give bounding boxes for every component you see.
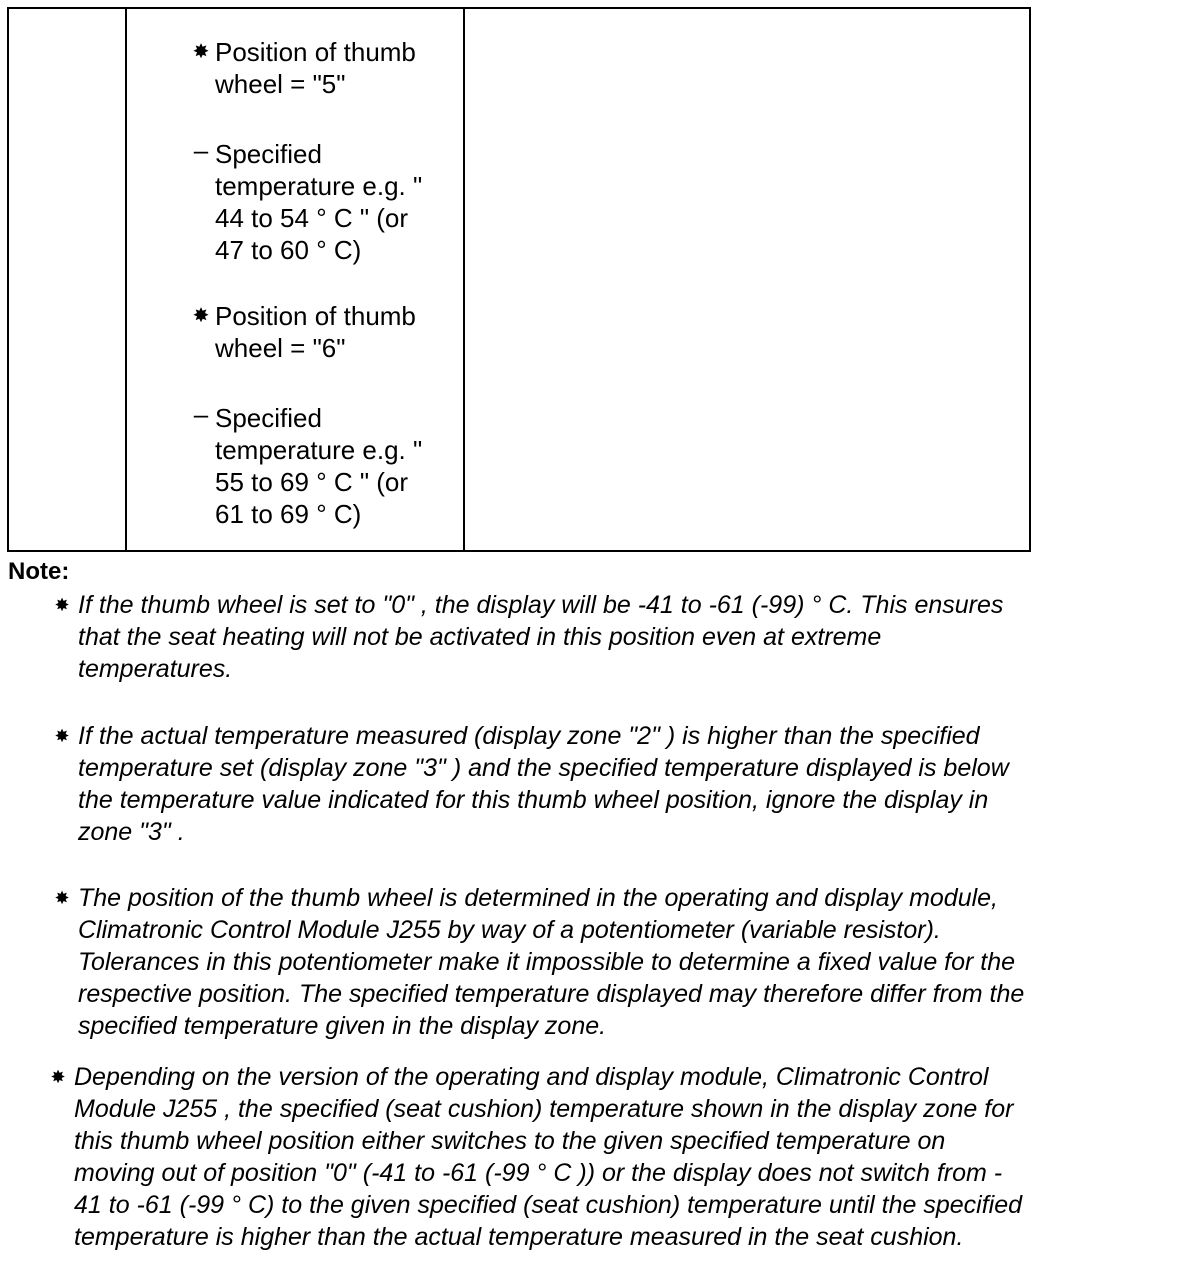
dash-icon: –: [193, 399, 209, 429]
bullet-icon: ✸: [54, 888, 70, 908]
note-line: Module J255 , the specified (seat cushion) temperature shown in the display zone for: [74, 1095, 1014, 1123]
item-line: 61 to 69 ° C): [215, 499, 362, 529]
bullet-icon: ✸: [192, 305, 210, 327]
note-line: temperatures.: [78, 655, 233, 683]
note-line: zone "3" .: [78, 818, 185, 846]
thumb-wheel-5-item: [192, 36, 455, 100]
note-line: Tolerances in this potentiometer make it impossible to determine a fixed value for the: [78, 948, 1016, 976]
note-item-potentiometer: [54, 882, 1025, 1042]
item-line: Specified: [215, 403, 322, 433]
note-line: Climatronic Control Module J255 by way of a potentiometer (variable resistor).: [78, 916, 941, 944]
table-divider-2: [463, 9, 465, 550]
note-item-module-version: [50, 1061, 1022, 1253]
note-line: that the seat heating will not be activated in this position even at extreme: [78, 623, 882, 651]
note-line: 41 to -61 (-99 ° C) to the given specified (seat cushion) temperature until the specified: [74, 1191, 1022, 1219]
note-line: Depending on the version of the operating and display module, Climatronic Control: [74, 1063, 989, 1091]
note-line: If the thumb wheel is set to "0" , the display will be -41 to -61 (-99) ° C. This ensures: [78, 591, 1004, 619]
item-line: temperature e.g. ": [215, 171, 423, 201]
note-heading: Note:: [8, 558, 70, 585]
item-line: Specified: [215, 139, 322, 169]
note-line: this thumb wheel position either switches to the given specified temperature on: [74, 1127, 946, 1155]
temp-range-5-item: [193, 135, 455, 266]
item-line: Position of thumb: [215, 301, 416, 331]
temp-range-6-item: [193, 399, 455, 530]
item-line: wheel = "6": [215, 333, 346, 363]
note-item-actual-temperature: [54, 720, 1009, 848]
note-line: If the actual temperature measured (display zone "2" ) is higher than the specified: [78, 722, 980, 750]
bullet-icon: ✸: [50, 1067, 66, 1087]
note-line: respective position. The specified temperature displayed may therefore differ from the: [78, 980, 1025, 1008]
note-line: temperature set (display zone "3" ) and the specified temperature displayed is below: [78, 754, 1009, 782]
table-divider-1: [125, 9, 127, 550]
note-line: specified temperature given in the display zone.: [78, 1012, 607, 1040]
item-line: 55 to 69 ° C " (or: [215, 467, 409, 497]
note-line: moving out of position "0" (-41 to -61 (-99 ° C )) or the display does not switch from -: [74, 1159, 1003, 1187]
note-line: the temperature value indicated for this thumb wheel position, ignore the display in: [78, 786, 989, 814]
bullet-icon: ✸: [192, 41, 210, 63]
item-line: temperature e.g. ": [215, 435, 423, 465]
thumb-wheel-6-item: [192, 300, 455, 364]
bullet-icon: ✸: [54, 595, 70, 615]
item-line: wheel = "5": [215, 69, 346, 99]
item-line: Position of thumb: [215, 37, 416, 67]
spec-table: [7, 7, 1031, 552]
note-line: temperature is higher than the actual temperature measured in the seat cushion.: [74, 1223, 964, 1251]
note-item-zero-position: [54, 589, 1004, 685]
item-line: 47 to 60 ° C): [215, 235, 362, 265]
note-line: The position of the thumb wheel is determined in the operating and display module,: [78, 884, 999, 912]
dash-icon: –: [193, 135, 209, 165]
item-line: 44 to 54 ° C " (or: [215, 203, 409, 233]
bullet-icon: ✸: [54, 726, 70, 746]
